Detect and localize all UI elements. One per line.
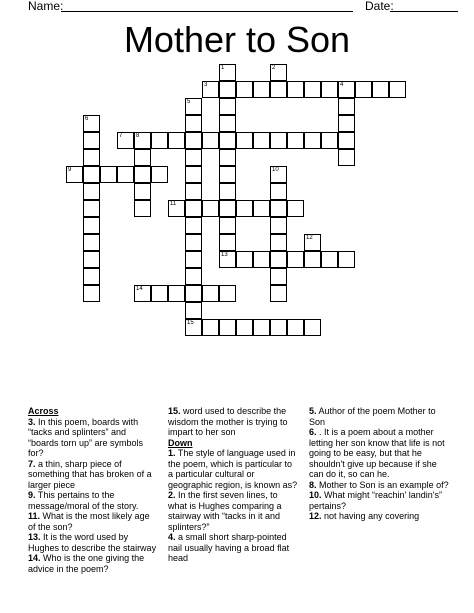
grid-cell[interactable]	[134, 149, 151, 166]
grid-cell[interactable]	[253, 251, 270, 268]
clue-number: 13	[221, 252, 228, 258]
grid-cell[interactable]	[151, 285, 168, 302]
grid-cell[interactable]	[270, 234, 287, 251]
grid-cell[interactable]	[338, 81, 355, 98]
grid-cell[interactable]	[270, 200, 287, 217]
grid-cell[interactable]	[321, 251, 338, 268]
grid-cell[interactable]	[168, 200, 185, 217]
page-title: Mother to Son	[123, 19, 351, 60]
grid-cell[interactable]	[270, 64, 287, 81]
grid-cell[interactable]	[185, 183, 202, 200]
grid-cell[interactable]	[219, 319, 236, 336]
grid-cell[interactable]	[185, 302, 202, 319]
clue-down-5: 5. Author of the poem Mother to Son	[309, 406, 436, 427]
grid-cell[interactable]	[117, 166, 134, 183]
grid-cell[interactable]	[253, 319, 270, 336]
clue-number: 7	[119, 133, 123, 139]
clue-number: 6	[85, 116, 89, 122]
clue-across-3: 3. In this poem, boards with “tacks and splinters” and “boards torn up” are symbols for?	[28, 416, 144, 458]
grid-cell[interactable]	[66, 166, 83, 183]
grid-cell[interactable]	[185, 234, 202, 251]
grid-cell[interactable]	[219, 183, 236, 200]
grid-cell[interactable]	[270, 285, 287, 302]
clue-down-2: 2. In the first seven lines, to what is Hughes comparing a stairway with “tacks in it and splinters?”	[168, 490, 282, 532]
grid-cell[interactable]	[134, 183, 151, 200]
clue-across-15: 15. word used to describe the wisdom the mother is trying to impart to her son	[168, 406, 288, 437]
clue-down-4: 4. a small short sharp-pointed nail usually having a broad flat head	[168, 532, 290, 563]
grid-cell[interactable]	[100, 166, 117, 183]
grid-cell[interactable]	[83, 268, 100, 285]
grid-cell[interactable]	[236, 132, 253, 149]
grid-cell[interactable]	[168, 285, 185, 302]
grid-cell[interactable]	[236, 200, 253, 217]
grid-cell[interactable]	[287, 132, 304, 149]
grid-cell[interactable]	[83, 149, 100, 166]
clue-down-1: 1. The style of language used in the poem, which is particular to a particular cultural or geographic region, is known as?	[168, 448, 298, 490]
grid-cell[interactable]	[304, 319, 321, 336]
grid-cell[interactable]	[185, 132, 202, 149]
grid-cell[interactable]	[219, 234, 236, 251]
grid-cell[interactable]	[219, 98, 236, 115]
grid-cell[interactable]	[270, 166, 287, 183]
grid-cell[interactable]	[83, 132, 100, 149]
clue-across-14: 14. Who is the one giving the advice in the poem?	[28, 553, 145, 574]
grid-cell[interactable]	[219, 64, 236, 81]
grid-cell[interactable]	[287, 200, 304, 217]
grid-cell[interactable]	[185, 268, 202, 285]
grid-cell[interactable]	[83, 217, 100, 234]
clues-column-2	[168, 406, 298, 564]
grid-cell[interactable]	[185, 115, 202, 132]
grid-cell[interactable]	[236, 319, 253, 336]
grid-cell[interactable]	[185, 217, 202, 234]
grid-cell[interactable]	[117, 132, 134, 149]
clue-number: 12	[306, 235, 313, 241]
grid-cell[interactable]	[270, 217, 287, 234]
clue-number: 9	[68, 167, 72, 173]
grid-cell[interactable]	[304, 234, 321, 251]
grid-cell[interactable]	[219, 166, 236, 183]
grid-cell[interactable]	[134, 132, 151, 149]
grid-cell[interactable]	[270, 268, 287, 285]
grid-cell[interactable]	[304, 251, 321, 268]
grid-cell[interactable]	[270, 319, 287, 336]
grid-cell[interactable]	[372, 81, 389, 98]
grid-cell[interactable]	[253, 200, 270, 217]
grid-cell[interactable]	[236, 81, 253, 98]
grid-cell[interactable]	[185, 166, 202, 183]
grid-cell[interactable]	[185, 251, 202, 268]
grid-cell[interactable]	[185, 98, 202, 115]
clue-across-13: 13. It is the word used by Hughes to describe the stairway	[28, 532, 157, 553]
grid-cell[interactable]	[83, 251, 100, 268]
grid-cell[interactable]	[83, 285, 100, 302]
grid-cell[interactable]	[219, 200, 236, 217]
grid-cell[interactable]	[304, 132, 321, 149]
grid-cell[interactable]	[83, 200, 100, 217]
clue-down-12: 12. not having any covering	[309, 511, 420, 521]
grid-cell[interactable]	[389, 81, 406, 98]
grid-cell[interactable]	[219, 251, 236, 268]
clues-column-3	[309, 406, 449, 522]
grid-cell[interactable]	[151, 166, 168, 183]
grid-cell[interactable]	[219, 115, 236, 132]
grid-cell[interactable]	[134, 200, 151, 217]
date-label: Date:	[365, 0, 394, 13]
grid-cell[interactable]	[321, 132, 338, 149]
grid-cell[interactable]	[151, 132, 168, 149]
grid-cell[interactable]	[83, 166, 100, 183]
grid-cell[interactable]	[202, 285, 219, 302]
clue-number: 5	[187, 99, 191, 105]
grid-cell[interactable]	[338, 98, 355, 115]
grid-cell[interactable]	[219, 81, 236, 98]
clue-across-7: 7. a thin, sharp piece of something that has broken of a larger piece	[28, 458, 152, 490]
grid-cell[interactable]	[168, 132, 185, 149]
clue-number: 15	[187, 320, 194, 326]
grid-cell[interactable]	[83, 115, 100, 132]
grid-cell[interactable]	[202, 200, 219, 217]
grid-cell[interactable]	[134, 285, 151, 302]
grid-cell[interactable]	[270, 183, 287, 200]
grid-cell[interactable]	[270, 132, 287, 149]
clue-number: 8	[136, 133, 140, 139]
grid-cell[interactable]	[219, 217, 236, 234]
grid-cell[interactable]	[338, 132, 355, 149]
grid-cell[interactable]	[83, 234, 100, 251]
grid-cell[interactable]	[287, 251, 304, 268]
grid-cell[interactable]	[236, 251, 253, 268]
clues-column-1	[28, 406, 158, 574]
clue-number: 10	[272, 167, 279, 173]
grid-cell[interactable]	[287, 81, 304, 98]
grid-cell[interactable]	[270, 81, 287, 98]
grid-cell[interactable]	[134, 166, 151, 183]
clue-across-9: 9. This pertains to the message/moral of the story.	[28, 490, 139, 511]
grid-cell[interactable]	[202, 319, 219, 336]
grid-cell[interactable]	[338, 251, 355, 268]
grid-cell[interactable]	[338, 115, 355, 132]
clue-number: 2	[272, 65, 276, 71]
grid-cell[interactable]	[185, 285, 202, 302]
grid-cell[interactable]	[253, 132, 270, 149]
grid-cell[interactable]	[202, 132, 219, 149]
grid-cell[interactable]	[219, 132, 236, 149]
name-label: Name:	[28, 0, 64, 13]
clue-number: 3	[204, 82, 208, 88]
grid-cell[interactable]	[202, 81, 219, 98]
clue-down-10: 10. What might “reachin' landin's” pertains?	[309, 490, 443, 511]
grid-cell[interactable]	[253, 81, 270, 98]
clue-number: 14	[136, 286, 143, 292]
down-heading: Down	[168, 437, 193, 448]
grid-cell[interactable]	[83, 183, 100, 200]
across-heading: Across	[28, 406, 59, 416]
clue-number: 1	[221, 65, 225, 71]
grid-cell[interactable]	[321, 81, 338, 98]
grid-cell[interactable]	[185, 149, 202, 166]
clue-down-6: 6. . It is a poem about a mother letting her son know that life is not going to be easy, but that he shouldn't give up because if she can do it, so can he.	[309, 427, 445, 479]
clue-across-11: 11. What is the most likely age of the son?	[28, 511, 150, 532]
grid-cell[interactable]	[219, 149, 236, 166]
grid-cell[interactable]	[287, 319, 304, 336]
clue-number: 11	[170, 201, 177, 207]
grid-cell[interactable]	[338, 149, 355, 166]
grid-cell[interactable]	[219, 285, 236, 302]
grid-cell[interactable]	[185, 200, 202, 217]
grid-cell[interactable]	[185, 319, 202, 336]
clue-down-8: 8. Mother to Son is an example of?	[309, 479, 449, 490]
clue-number: 4	[340, 82, 344, 88]
grid-cell[interactable]	[355, 81, 372, 98]
grid-cell[interactable]	[304, 81, 321, 98]
grid-cell[interactable]	[270, 251, 287, 268]
